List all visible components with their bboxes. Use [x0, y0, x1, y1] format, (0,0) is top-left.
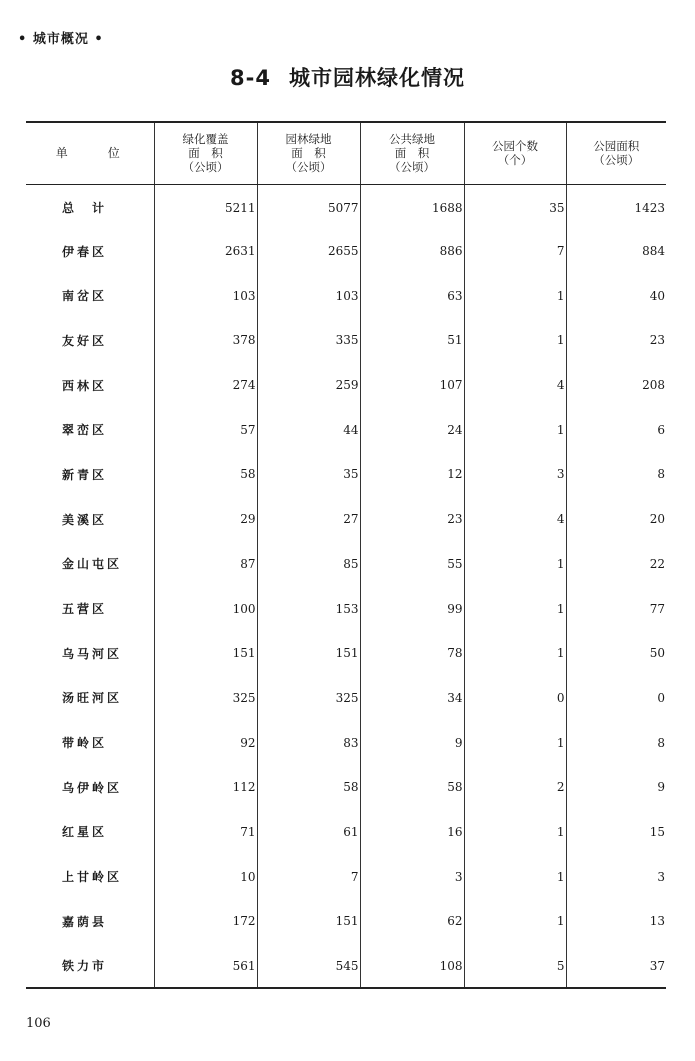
- row-unit-label: 乌伊岭区: [62, 780, 123, 795]
- cell-public-green-area: 16: [360, 810, 464, 855]
- cell-greening-coverage-area: 2631: [154, 229, 257, 274]
- table-row: [26, 318, 666, 363]
- cell-greening-coverage-area: 103: [154, 273, 257, 318]
- cell-park-count: 1: [464, 273, 566, 318]
- row-unit-label: 伊春区: [62, 244, 108, 259]
- cell-park-area: 77: [566, 586, 666, 631]
- row-unit-label: 新青区: [62, 467, 108, 482]
- cell-park-area: 8: [566, 720, 666, 765]
- cell-public-green-area: 34: [360, 676, 464, 721]
- cell-park-area: 6: [566, 407, 666, 452]
- cell-park-count: 4: [464, 497, 566, 542]
- cell-public-green-area: 51: [360, 318, 464, 363]
- cell-park-count: 2: [464, 765, 566, 810]
- table-row: [26, 184, 666, 229]
- table-header-row: [26, 122, 666, 184]
- cell-greening-coverage-area: 58: [154, 452, 257, 497]
- table-row: [26, 542, 666, 587]
- page-title: [0, 62, 695, 92]
- cell-park-area: 13: [566, 899, 666, 944]
- cell-public-green-area: 108: [360, 944, 464, 989]
- cell-greening-coverage-area: 151: [154, 631, 257, 676]
- cell-park-count: 5: [464, 944, 566, 989]
- cell-public-green-area: 886: [360, 229, 464, 274]
- column-header-line: （个）: [497, 153, 533, 168]
- table-row: [26, 497, 666, 542]
- cell-public-green-area: 99: [360, 586, 464, 631]
- cell-greening-coverage-area: 112: [154, 765, 257, 810]
- column-header-public-green-area: [360, 122, 464, 184]
- cell-greening-coverage-area: 5211: [154, 184, 257, 229]
- cell-garden-green-area: 151: [257, 899, 360, 944]
- cell-park-area: 22: [566, 542, 666, 587]
- cell-park-area: 15: [566, 810, 666, 855]
- row-unit-label: 友好区: [62, 333, 108, 348]
- row-unit-label: 总 计: [62, 201, 108, 216]
- column-header-line: 绿化覆盖: [182, 132, 229, 147]
- cell-park-area: 3: [566, 854, 666, 899]
- row-unit-label: 上甘岭区: [62, 870, 123, 885]
- cell-garden-green-area: 44: [257, 407, 360, 452]
- cell-park-count: 1: [464, 631, 566, 676]
- column-header-line: 公共绿地: [389, 132, 435, 147]
- cell-greening-coverage-area: 378: [154, 318, 257, 363]
- cell-public-green-area: 3: [360, 854, 464, 899]
- row-unit-label: 西林区: [62, 378, 108, 393]
- row-unit-label: 金山屯区: [62, 557, 123, 572]
- cell-garden-green-area: 5077: [257, 184, 360, 229]
- cell-public-green-area: 23: [360, 497, 464, 542]
- cell-park-count: 1: [464, 899, 566, 944]
- row-unit-label: 红星区: [62, 825, 108, 840]
- cell-garden-green-area: 35: [257, 452, 360, 497]
- table-row: [26, 273, 666, 318]
- row-unit-label: 嘉荫县: [62, 914, 108, 929]
- cell-park-area: 0: [566, 676, 666, 721]
- cell-greening-coverage-area: 10: [154, 854, 257, 899]
- table-row: [26, 452, 666, 497]
- cell-park-count: 7: [464, 229, 566, 274]
- cell-garden-green-area: 27: [257, 497, 360, 542]
- cell-park-area: 8: [566, 452, 666, 497]
- cell-public-green-area: 24: [360, 407, 464, 452]
- cell-park-count: 3: [464, 452, 566, 497]
- cell-public-green-area: 78: [360, 631, 464, 676]
- cell-garden-green-area: 153: [257, 586, 360, 631]
- column-header-line: 面 积: [394, 146, 430, 161]
- column-header-line: （公顷）: [593, 153, 640, 168]
- cell-public-green-area: 55: [360, 542, 464, 587]
- table-row: [26, 631, 666, 676]
- cell-garden-green-area: 103: [257, 273, 360, 318]
- section-header: • 城市概况 •: [18, 32, 104, 47]
- column-header-line: （公顷）: [285, 160, 332, 175]
- table-number: 8-4: [230, 66, 271, 90]
- cell-park-count: 1: [464, 318, 566, 363]
- column-header-garden-green-area: [257, 122, 360, 184]
- table-row: [26, 810, 666, 855]
- column-header-park-area: [566, 122, 666, 184]
- row-unit-label: 五营区: [62, 602, 108, 617]
- table-row: [26, 899, 666, 944]
- cell-park-area: 1423: [566, 184, 666, 229]
- cell-greening-coverage-area: 100: [154, 586, 257, 631]
- row-unit-label: 翠峦区: [62, 423, 108, 438]
- column-header-line: 公园个数: [492, 139, 538, 154]
- table-row: [26, 854, 666, 899]
- column-header-line: （公顷）: [389, 160, 435, 175]
- cell-garden-green-area: 335: [257, 318, 360, 363]
- cell-park-area: 20: [566, 497, 666, 542]
- column-header-park-count: [464, 122, 566, 184]
- cell-garden-green-area: 61: [257, 810, 360, 855]
- table-row: [26, 229, 666, 274]
- cell-park-count: 4: [464, 363, 566, 408]
- cell-public-green-area: 62: [360, 899, 464, 944]
- column-header-line: 园林绿地: [285, 132, 332, 147]
- table-row: [26, 363, 666, 408]
- cell-park-area: 884: [566, 229, 666, 274]
- cell-public-green-area: 63: [360, 273, 464, 318]
- cell-greening-coverage-area: 274: [154, 363, 257, 408]
- cell-park-count: 1: [464, 542, 566, 587]
- row-unit-label: 南岔区: [62, 289, 108, 304]
- column-header-line: 面 积: [291, 146, 326, 161]
- table-row: [26, 944, 666, 989]
- table-body: [26, 184, 666, 988]
- cell-public-green-area: 1688: [360, 184, 464, 229]
- cell-public-green-area: 9: [360, 720, 464, 765]
- page-number: 106: [26, 1016, 51, 1031]
- column-header-line: 单 位: [55, 146, 134, 161]
- table-row: [26, 676, 666, 721]
- cell-park-area: 40: [566, 273, 666, 318]
- column-header-line: 面 积: [188, 146, 223, 161]
- row-unit-label: 带岭区: [62, 736, 108, 751]
- cell-greening-coverage-area: 71: [154, 810, 257, 855]
- column-header-line: 公园面积: [593, 139, 640, 154]
- cell-park-area: 208: [566, 363, 666, 408]
- cell-greening-coverage-area: 92: [154, 720, 257, 765]
- cell-park-area: 50: [566, 631, 666, 676]
- cell-greening-coverage-area: 325: [154, 676, 257, 721]
- cell-park-count: 1: [464, 720, 566, 765]
- cell-public-green-area: 58: [360, 765, 464, 810]
- table-row: [26, 720, 666, 765]
- cell-garden-green-area: 83: [257, 720, 360, 765]
- cell-park-count: 1: [464, 407, 566, 452]
- cell-greening-coverage-area: 87: [154, 542, 257, 587]
- column-header-unit: [26, 122, 154, 184]
- greening-table: [26, 121, 666, 989]
- cell-public-green-area: 107: [360, 363, 464, 408]
- cell-greening-coverage-area: 561: [154, 944, 257, 989]
- row-unit-label: 美溪区: [62, 512, 108, 527]
- cell-public-green-area: 12: [360, 452, 464, 497]
- cell-garden-green-area: 85: [257, 542, 360, 587]
- cell-park-count: 0: [464, 676, 566, 721]
- cell-park-count: 1: [464, 810, 566, 855]
- cell-park-count: 1: [464, 586, 566, 631]
- column-header-greening-coverage-area: [154, 122, 257, 184]
- cell-garden-green-area: 151: [257, 631, 360, 676]
- row-unit-label: 汤旺河区: [62, 691, 123, 706]
- table-row: [26, 586, 666, 631]
- table-row: [26, 407, 666, 452]
- cell-park-area: 37: [566, 944, 666, 989]
- table-title: 城市园林绿化情况: [288, 66, 465, 90]
- row-unit-label: 铁力市: [26, 944, 154, 989]
- cell-garden-green-area: 325: [257, 676, 360, 721]
- cell-park-count: 35: [464, 184, 566, 229]
- cell-greening-coverage-area: 57: [154, 407, 257, 452]
- cell-garden-green-area: 545: [257, 944, 360, 989]
- cell-garden-green-area: 2655: [257, 229, 360, 274]
- row-unit-label: 乌马河区: [62, 646, 123, 661]
- cell-park-area: 23: [566, 318, 666, 363]
- cell-greening-coverage-area: 172: [154, 899, 257, 944]
- column-header-line: （公顷）: [182, 160, 229, 175]
- cell-garden-green-area: 58: [257, 765, 360, 810]
- cell-garden-green-area: 259: [257, 363, 360, 408]
- cell-garden-green-area: 7: [257, 854, 360, 899]
- cell-greening-coverage-area: 29: [154, 497, 257, 542]
- cell-park-area: 9: [566, 765, 666, 810]
- cell-park-count: 1: [464, 854, 566, 899]
- table-row: [26, 765, 666, 810]
